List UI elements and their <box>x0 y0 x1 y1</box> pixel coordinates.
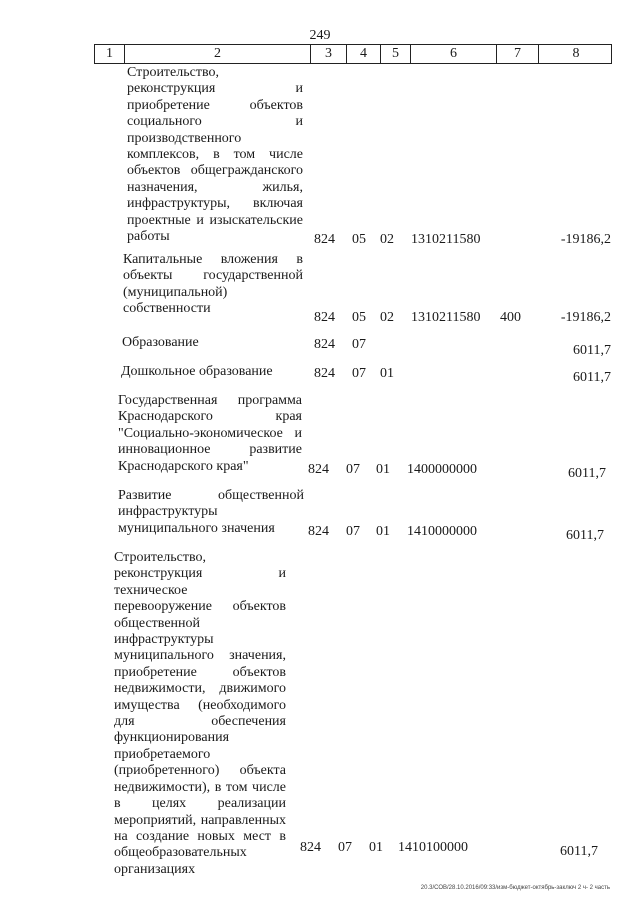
row-name: Капитальные вложения в объекты государственной (муниципальной) собственности <box>123 252 303 317</box>
document-footer: 20.3/СОВ/28.10.2016/09:33/изм-бюджет-октябрь-заключ 2 ч- 2 часть <box>420 885 610 891</box>
row-col8: 6011,7 <box>566 528 604 543</box>
row-col4: 05 <box>352 310 366 325</box>
row-col3: 824 <box>300 840 321 855</box>
header-col-7: 7 <box>497 45 539 63</box>
row-name: Образование <box>122 335 199 350</box>
row-col5: 01 <box>380 366 394 381</box>
row-col5: 01 <box>376 524 390 539</box>
row-name: Дошкольное образование <box>121 364 273 379</box>
row-col5: 01 <box>376 462 390 477</box>
row-col3: 824 <box>314 366 335 381</box>
row-col7: 400 <box>500 310 521 325</box>
row-col5: 01 <box>369 840 383 855</box>
row-col3: 824 <box>308 462 329 477</box>
header-col-5: 5 <box>381 45 411 63</box>
row-col6: 1410000000 <box>407 524 477 539</box>
row-col4: 07 <box>338 840 352 855</box>
row-col3: 824 <box>314 232 335 247</box>
row-col4: 05 <box>352 232 366 247</box>
row-name: Государственная программа Краснодарского края "Социально-экономическое и инновационное развитие Краснодарского края" <box>118 393 302 474</box>
row-col6: 1310211580 <box>411 232 481 247</box>
row-col6: 1310211580 <box>411 310 481 325</box>
row-col4: 07 <box>346 462 360 477</box>
row-col3: 824 <box>308 524 329 539</box>
row-col8: 6011,7 <box>568 466 606 481</box>
row-col8: 6011,7 <box>573 343 611 358</box>
header-col-3: 3 <box>311 45 347 63</box>
header-col-6: 6 <box>411 45 497 63</box>
row-col4: 07 <box>352 337 366 352</box>
row-col8: -19186,2 <box>560 232 611 247</box>
page-number: 249 <box>309 28 331 43</box>
header-col-2: 2 <box>125 45 311 63</box>
row-col3: 824 <box>314 337 335 352</box>
row-col4: 07 <box>346 524 360 539</box>
row-name: Развитие общественной инфраструктуры муниципального значения <box>118 488 304 536</box>
row-name: Строительство, реконструкция и техническое перевооружение объектов общественной инфраструктуры муниципального значения, приобретение объектов недвижимости, движимого имущества (необходимого для обеспечения функционирования приобретаемого (приобретенного) объекта недвижимости), в том числе в целях реализации мероприятий, направленных на создание новых мест в общеобразовательных организациях <box>114 550 286 877</box>
row-col8: 6011,7 <box>573 370 611 385</box>
row-col5: 02 <box>380 310 394 325</box>
table-header <box>94 44 612 64</box>
row-name: Строительство, реконструкция и приобретение объектов социального и производственного комплексов, в том числе объектов общегражданского назначения, жилья, инфраструктуры, включая проектные и изыскательские работы <box>127 65 303 245</box>
row-col4: 07 <box>352 366 366 381</box>
row-col8: -19186,2 <box>560 310 611 325</box>
row-col6: 1400000000 <box>407 462 477 477</box>
header-col-1: 1 <box>95 45 125 63</box>
row-col8: 6011,7 <box>560 844 598 859</box>
row-col5: 02 <box>380 232 394 247</box>
row-col3: 824 <box>314 310 335 325</box>
header-col-8: 8 <box>572 46 580 61</box>
header-col-4: 4 <box>347 45 381 63</box>
row-col6: 1410100000 <box>398 840 468 855</box>
